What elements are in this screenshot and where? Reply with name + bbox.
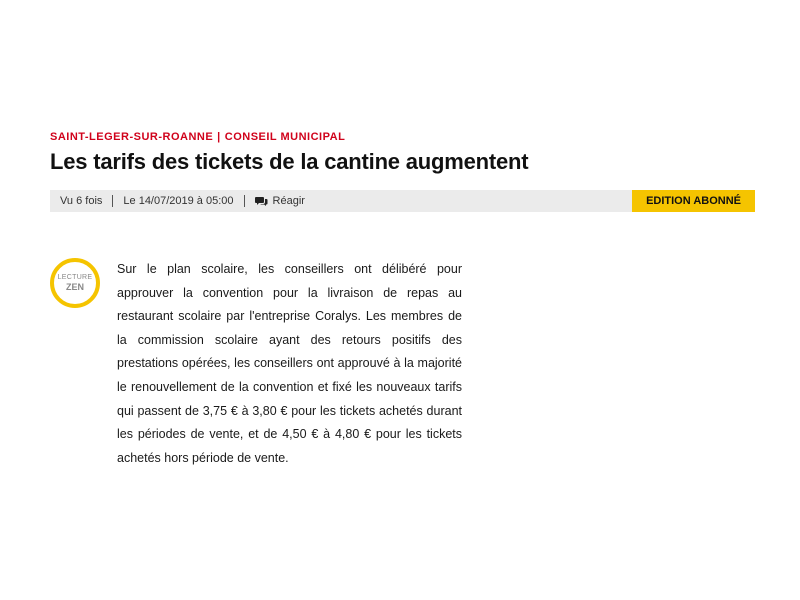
- article-meta-bar: [50, 190, 755, 212]
- kicker-section-link[interactable]: CONSEIL MUNICIPAL: [224, 131, 346, 143]
- react-label: Réagir: [272, 195, 305, 207]
- zen-label-top: LECTURE: [57, 274, 93, 281]
- article-headline: Les tarifs des tickets de la cantine augmentent: [50, 149, 529, 174]
- article-kicker: [50, 130, 755, 144]
- view-count: Vu 6 fois: [60, 195, 103, 207]
- speech-bubbles-icon: [255, 196, 268, 207]
- zen-reading-button[interactable]: [50, 258, 100, 308]
- zen-label-bottom: ZEN: [66, 282, 84, 292]
- article: [50, 130, 755, 470]
- meta-divider: [244, 195, 245, 207]
- article-body-row: [50, 258, 755, 470]
- kicker-location-link[interactable]: SAINT-LEGER-SUR-ROANNE: [50, 131, 214, 143]
- meta-info: [50, 195, 305, 207]
- react-link[interactable]: [255, 195, 305, 207]
- article-body-text: Sur le plan scolaire, les conseillers ont délibéré pour approuver la convention pour la livraison de repas au restaurant scolaire par l'entreprise Coralys. Les membres de la commission scolaire ayant des retours positifs des prestations opérées, les conseillers ont approuvé à la majorité le renouvellement de la convention et fixé les nouveaux tarifs qui passent de 3,75 € à 3,80 € pour les tickets achetés durant les périodes de vente, et de 4,50 € à 4,80 € pour les tickets achetés hors période de vente.: [117, 262, 462, 465]
- subscriber-edition-badge: EDITION ABONNÉ: [632, 190, 755, 212]
- meta-divider: [112, 195, 113, 207]
- publish-date: Le 14/07/2019 à 05:00: [123, 195, 234, 207]
- kicker-separator: |: [217, 131, 221, 143]
